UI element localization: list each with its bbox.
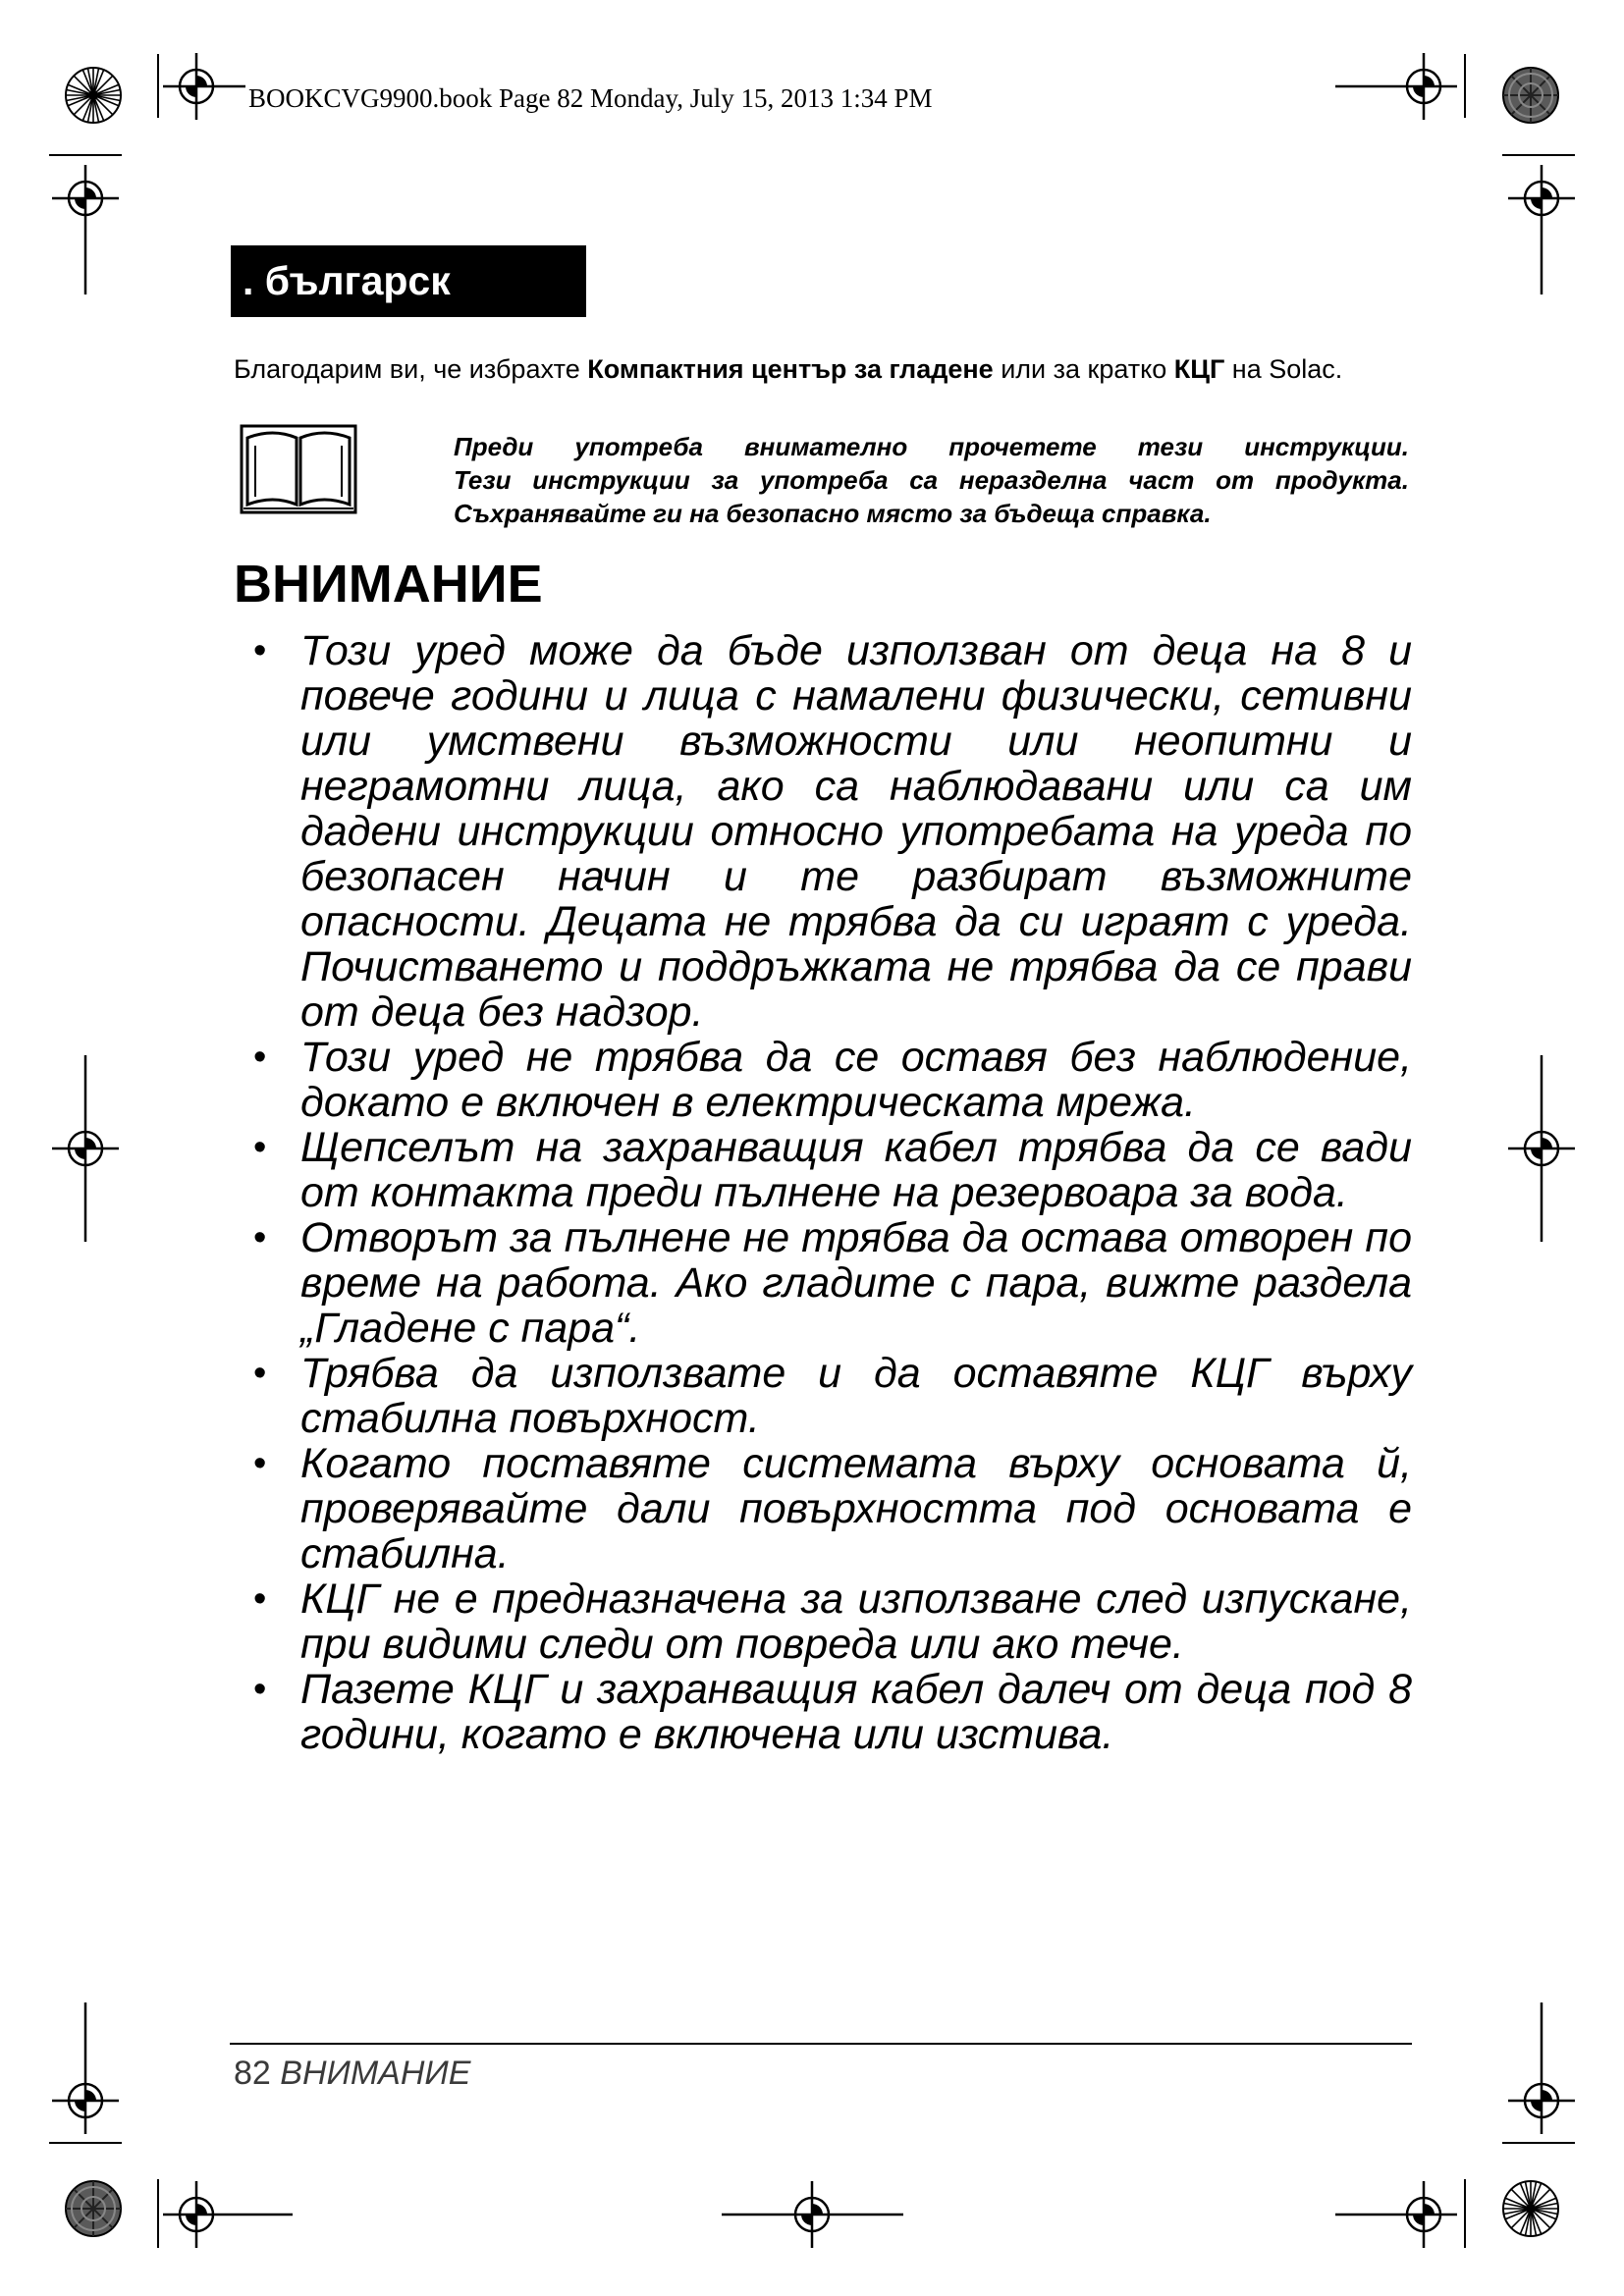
bullet-icon: • <box>253 1037 267 1078</box>
list-item <box>253 1351 1412 1441</box>
list-item <box>253 1576 1412 1667</box>
note-line: Съхранявайте ги на безопасно място за бъдеща справка. <box>454 499 1212 528</box>
list-item <box>253 628 1412 1035</box>
list-item <box>253 1215 1412 1351</box>
intro-text: или за кратко <box>993 354 1174 384</box>
bullet-icon: • <box>253 630 267 671</box>
warning-text: Трябва да използвате и да оставяте КЦГ върху стабилна повърхност. <box>300 1350 1412 1442</box>
footer-section-title: ВНИМАНИЕ <box>280 2055 471 2092</box>
bullet-icon: • <box>253 1217 267 1258</box>
intro-text: на Solac. <box>1224 354 1343 384</box>
page-number: 82 <box>234 2055 271 2092</box>
note-line: Преди употреба внимателно прочетете тези инструкции. <box>454 432 1409 461</box>
warning-text: Пазете КЦГ и захранващия кабел далеч от деца под 8 години, когато е включена или изстива. <box>300 1666 1412 1758</box>
warning-text: Когато поставяте системата върху основата й, проверявайте дали повърхността под основата е стабилна. <box>300 1440 1412 1577</box>
list-item <box>253 1125 1412 1215</box>
intro-product-name: Компактния център за гладене <box>587 354 994 384</box>
warning-text: Този уред не трябва да се оставя без наблюдение, докато е включен в електрическата мрежа. <box>300 1034 1412 1126</box>
bullet-icon: • <box>253 1578 267 1620</box>
open-book-icon <box>240 424 357 514</box>
bullet-icon: • <box>253 1127 267 1168</box>
intro-text: Благодарим ви, че избрахте <box>234 354 588 384</box>
list-item <box>253 1441 1412 1576</box>
language-tab: . българск <box>231 245 586 317</box>
section-title: ВНИМАНИЕ <box>234 555 543 614</box>
warning-text: Този уред може да бъде използван от деца на 8 и повече години и лица с намалени физически, сетивни или умствени възможности или неопитни и неграмотни лица, ако са наблюдавани или са им дадени инструкции относно употребата на уреда по безопасен начин и те разбират възможните опасности. Децата не трябва да си играят с уреда. Почистването и поддръжката не трябва да се прави от деца без надзор. <box>300 627 1412 1036</box>
list-item <box>253 1667 1412 1757</box>
bullet-icon: • <box>253 1443 267 1484</box>
intro-paragraph <box>234 353 1412 385</box>
book-header-info: BOOKCVG9900.book Page 82 Monday, July 15, 2013 1:34 PM <box>248 83 933 113</box>
warning-text: КЦГ не е предназначена за използване след изпускане, при видими следи от повреда или ако тече. <box>300 1575 1412 1668</box>
page-footer <box>234 2054 470 2093</box>
footer-divider <box>230 2043 1412 2045</box>
bullet-icon: • <box>253 1669 267 1710</box>
warning-text: Щепселът на захранващия кабел трябва да се вади от контакта преди пълнене на резервоара за вода. <box>300 1124 1412 1216</box>
note-line: Тези инструкции за употреба са неразделна част от продукта. <box>454 465 1409 495</box>
intro-abbreviation: КЦГ <box>1173 354 1225 384</box>
bullet-icon: • <box>253 1353 267 1394</box>
read-instructions-note <box>454 430 1409 530</box>
list-item <box>253 1035 1412 1125</box>
warning-text: Отворът за пълнене не трябва да остава отворен по време на работа. Ако гладите с пара, вижте раздела „Гладене с пара“. <box>300 1214 1412 1352</box>
warning-list <box>253 628 1412 1757</box>
